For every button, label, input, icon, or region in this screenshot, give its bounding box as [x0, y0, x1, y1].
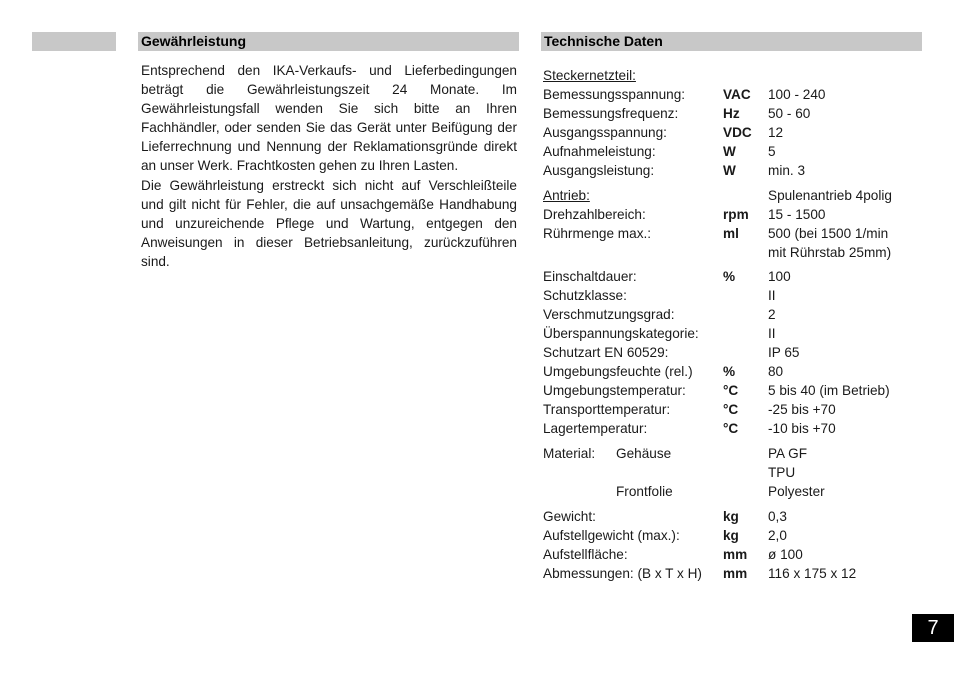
- spec-value: 5: [768, 144, 776, 159]
- spec-label: Überspannungskategorie:: [543, 326, 699, 341]
- spec-label: Bemessungsfrequenz:: [543, 106, 679, 121]
- spec-row: [543, 123, 923, 142]
- spec-value: II: [768, 326, 776, 341]
- spec-unit: °C: [723, 421, 739, 436]
- spec-row: [543, 482, 923, 501]
- spec-value: 2: [768, 307, 776, 322]
- margin-header-bar: [32, 32, 116, 51]
- spec-value: 15 - 1500: [768, 207, 826, 222]
- warranty-paragraph: Die Gewährleistung erstreckt sich nicht auf Verschleißteile und gilt nicht für Fehler, die auf unsachgemäße Handhabung und unzureichende Pflege und Wartung, entgegen den Anweisungen in dieser Betriebsanleitung, zurückzuführen sind.: [141, 177, 517, 269]
- spec-row: [543, 324, 923, 343]
- spec-row: [543, 545, 923, 564]
- warranty-text: [141, 61, 517, 271]
- spec-unit: %: [723, 269, 736, 284]
- spec-unit: kg: [723, 528, 739, 543]
- spec-unit: °C: [723, 402, 739, 417]
- spec-unit: W: [723, 163, 736, 178]
- spec-value: -10 bis +70: [768, 421, 836, 436]
- warranty-paragraph: Entsprechend den IKA-Verkaufs- und Lieferbedingungen beträgt die Gewährleistungszeit 24 Monate. Im Gewährleistungsfall wenden Sie sich bitte an Ihren Fachhändler, oder senden Sie das Gerät unter Beifügung der Lieferrechnung und Nennung der Reklamationsgründe direkt an unser Werk. Frachtkosten gehen zu Ihren Lasten.: [141, 63, 517, 174]
- spec-row: [543, 564, 923, 583]
- spec-row: [543, 142, 923, 161]
- spec-label: Ausgangsspannung:: [543, 125, 667, 140]
- spec-label: Aufnahmeleistung:: [543, 144, 656, 159]
- spec-unit: kg: [723, 509, 739, 524]
- tech-data-table: [543, 66, 923, 583]
- tech-data-title: Technische Daten: [544, 33, 663, 49]
- warranty-title: Gewährleistung: [141, 33, 247, 49]
- warranty-header-bar: [138, 32, 519, 51]
- spec-row: [543, 267, 923, 286]
- spec-label: Aufstellgewicht (max.):: [543, 528, 680, 543]
- spec-unit: ml: [723, 226, 739, 241]
- spec-value: II: [768, 288, 776, 303]
- material-specs: [543, 444, 923, 501]
- spec-group-heading: [543, 66, 923, 85]
- housing-value: PA GF: [768, 446, 808, 461]
- spec-row: [543, 286, 923, 305]
- spec-value: -25 bis +70: [768, 402, 836, 417]
- spec-row: [543, 104, 923, 123]
- spec-label: Gewicht:: [543, 509, 596, 524]
- spec-row: [543, 205, 923, 224]
- spec-label: Ausgangsleistung:: [543, 163, 655, 178]
- page-number: 7: [912, 614, 954, 642]
- spec-unit: °C: [723, 383, 739, 398]
- spec-row: [543, 343, 923, 362]
- spec-row: [543, 161, 923, 180]
- spec-row: [543, 305, 923, 324]
- spec-value: 100: [768, 269, 791, 284]
- spec-value: 50 - 60: [768, 106, 811, 121]
- spec-unit: mm: [723, 547, 748, 562]
- spec-value: 12: [768, 125, 784, 140]
- spec-row: [543, 381, 923, 400]
- drive-type-value: Spulenantrieb 4polig: [768, 188, 892, 203]
- spec-group-heading: [543, 186, 923, 205]
- spec-label: Aufstellfläche:: [543, 547, 628, 562]
- spec-unit: W: [723, 144, 736, 159]
- spec-row: [543, 362, 923, 381]
- spec-label: Drehzahlbereich:: [543, 207, 646, 222]
- spec-row: [543, 85, 923, 104]
- power-supply-heading: Steckernetzteil:: [543, 68, 636, 83]
- spec-row: [543, 419, 923, 438]
- spec-label: Rührmenge max.:: [543, 226, 652, 241]
- spec-row: [543, 444, 923, 463]
- spec-row: [543, 526, 923, 545]
- spec-row-continuation: [543, 243, 923, 262]
- spec-value: IP 65: [768, 345, 800, 360]
- spec-label: Schutzklasse:: [543, 288, 627, 303]
- spec-unit: rpm: [723, 207, 749, 222]
- spec-value: 100 - 240: [768, 87, 826, 102]
- spec-label: Schutzart EN 60529:: [543, 345, 669, 360]
- spec-row: [543, 400, 923, 419]
- spec-value: 5 bis 40 (im Betrieb): [768, 383, 890, 398]
- drive-heading: Antrieb:: [543, 188, 590, 203]
- spec-unit: VAC: [723, 87, 751, 102]
- spec-value: 2,0: [768, 528, 787, 543]
- spec-row-continuation: [543, 463, 923, 482]
- housing-label: Gehäuse: [616, 446, 672, 461]
- spec-value-continuation: mit Rührstab 25mm): [768, 245, 892, 260]
- spec-label: Umgebungstemperatur:: [543, 383, 686, 398]
- spec-label: Verschmutzungsgrad:: [543, 307, 675, 322]
- spec-label: Einschaltdauer:: [543, 269, 637, 284]
- foil-label: Frontfolie: [616, 484, 673, 499]
- spec-unit: mm: [723, 566, 748, 581]
- spec-row: [543, 507, 923, 526]
- spec-label: Transporttemperatur:: [543, 402, 671, 417]
- spec-value: 500 (bei 1500 1/min: [768, 226, 889, 241]
- spec-unit: Hz: [723, 106, 740, 121]
- general-specs: [543, 267, 923, 438]
- spec-value: 80: [768, 364, 784, 379]
- dimension-specs: [543, 507, 923, 583]
- housing-value: TPU: [768, 465, 796, 480]
- spec-value: 116 x 175 x 12: [768, 566, 857, 581]
- spec-unit: VDC: [723, 125, 752, 140]
- spec-value: ø 100: [768, 547, 803, 562]
- spec-row: [543, 224, 923, 243]
- foil-value: Polyester: [768, 484, 825, 499]
- spec-label: Bemessungsspannung:: [543, 87, 686, 102]
- material-label: Material:: [543, 446, 596, 461]
- spec-value: 0,3: [768, 509, 787, 524]
- spec-label: Umgebungsfeuchte (rel.): [543, 364, 693, 379]
- spec-unit: %: [723, 364, 736, 379]
- tech-data-header-bar: [541, 32, 922, 51]
- spec-value: min. 3: [768, 163, 806, 178]
- spec-label: Lagertemperatur:: [543, 421, 648, 436]
- spec-label: Abmessungen: (B x T x H): [543, 566, 702, 581]
